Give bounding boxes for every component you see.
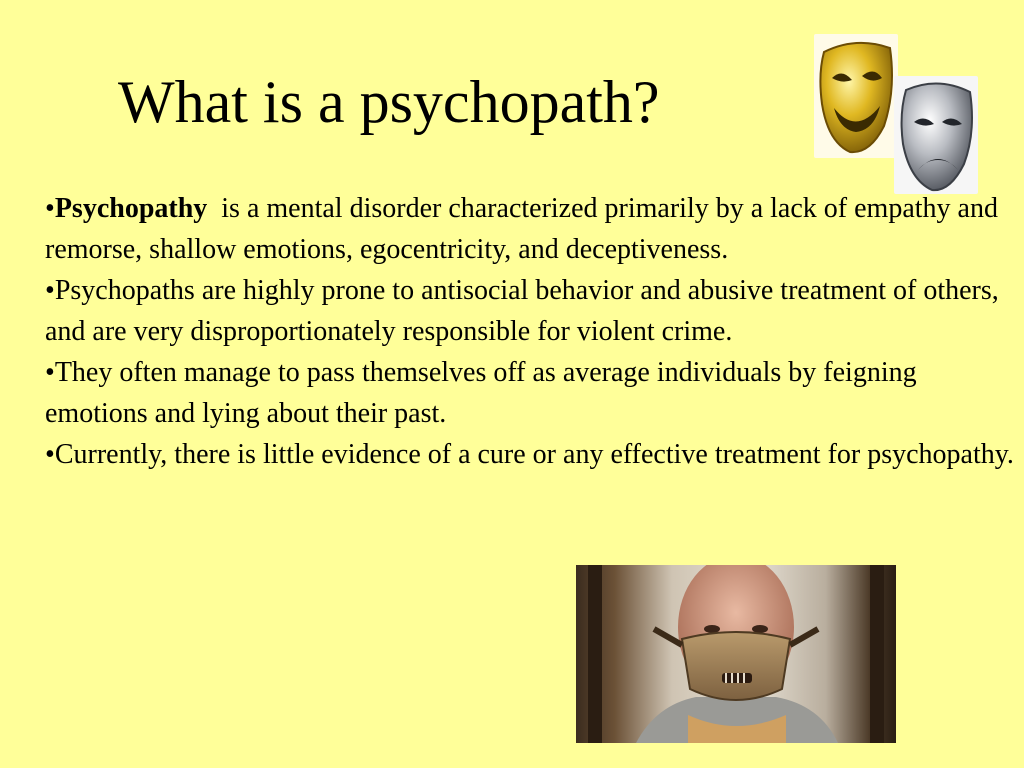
bullet-marker: • xyxy=(45,439,55,470)
bullet-text: Psychopaths are highly prone to antisocial behavior and abusive treatment of others, and are very disproportionately responsible for violent crime. xyxy=(45,275,999,347)
bullet-item xyxy=(45,270,1020,352)
theater-masks-image xyxy=(812,34,978,194)
bullet-item xyxy=(45,188,1020,270)
bullet-text: Currently, there is little evidence of a cure or any effective treatment for psychopathy. xyxy=(54,439,1014,470)
silver-mask-icon xyxy=(894,76,978,194)
slide-title: What is a psychopath? xyxy=(118,69,660,135)
bullet-marker: • xyxy=(45,193,55,224)
bullet-text: is a mental disorder characterized primarily by a lack of empathy and remorse, shallow emotions, egocentricity, and deceptiveness. xyxy=(45,193,1005,265)
bullet-term: Psychopathy xyxy=(54,193,208,224)
bullet-marker: • xyxy=(45,357,55,388)
bullet-marker: • xyxy=(45,275,55,306)
bullet-text: They often manage to pass themselves off as average individuals by feigning emotions and lying about their past. xyxy=(45,357,917,429)
portrait-photo xyxy=(576,565,896,743)
bullet-list xyxy=(45,188,1020,475)
bullet-item xyxy=(45,352,1020,434)
bullet-item xyxy=(45,434,1020,475)
gold-mask-icon xyxy=(814,34,898,158)
